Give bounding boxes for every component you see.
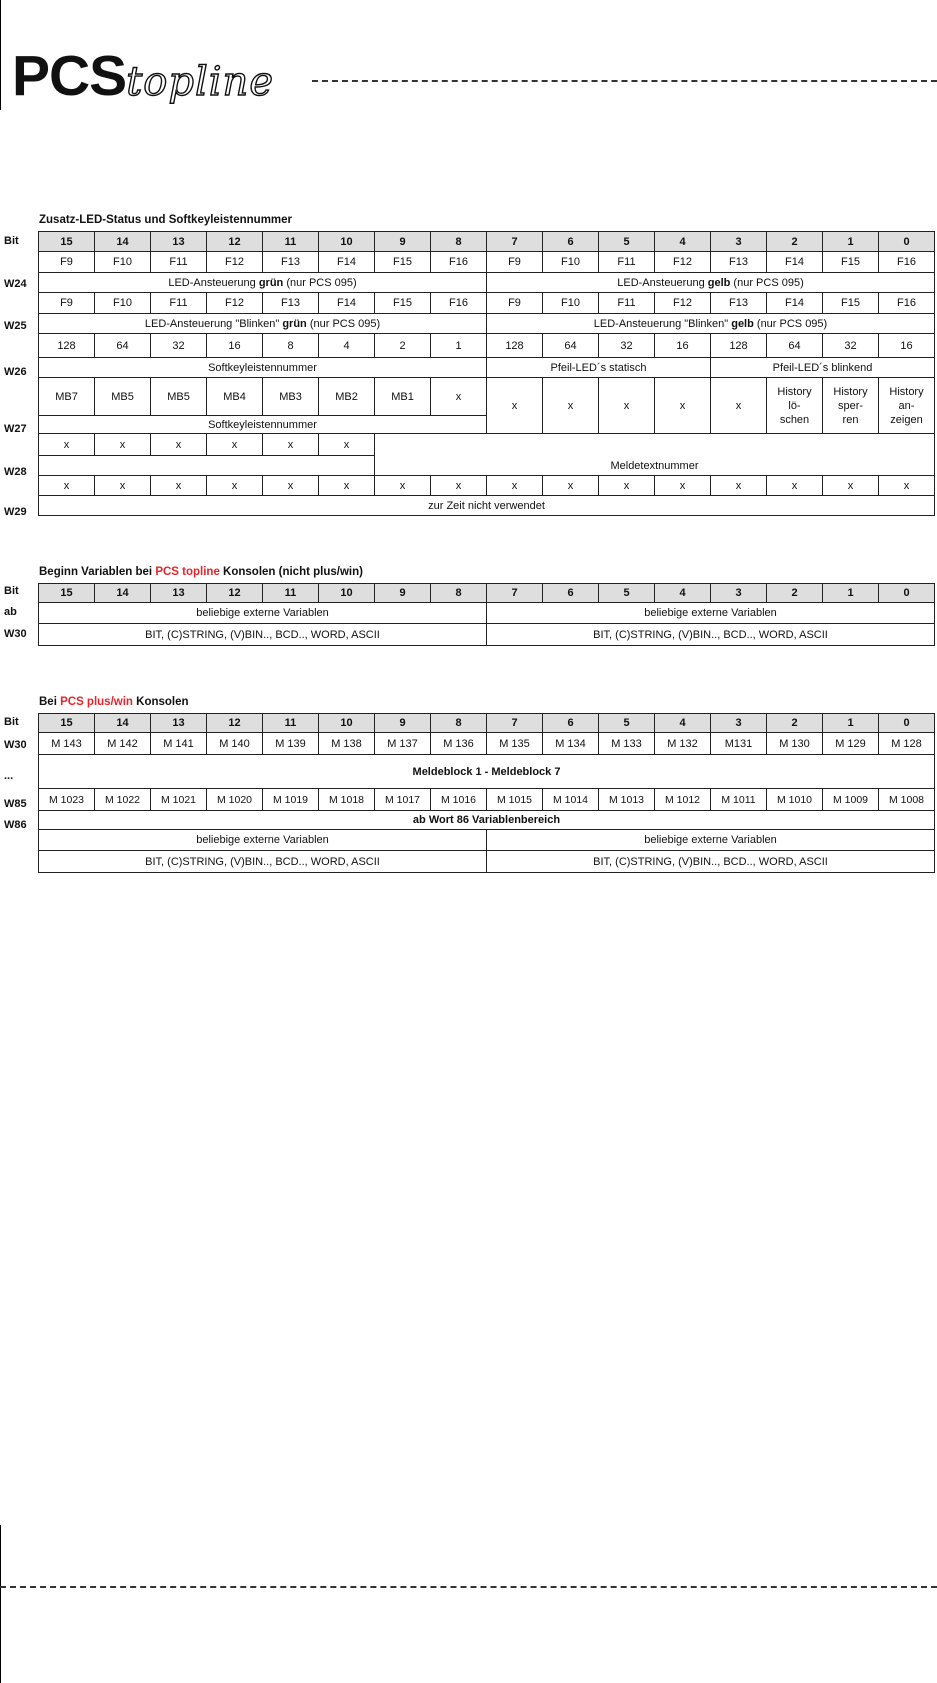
bit-header-cell: 13 [151, 584, 207, 603]
history-cell [767, 378, 823, 434]
value-cell: x [487, 476, 543, 496]
value-cell: 32 [151, 334, 207, 358]
value-cell: F11 [151, 252, 207, 273]
value-cell: M 133 [599, 733, 655, 755]
bit-header-cell: 7 [487, 714, 543, 733]
w30-marker-row [39, 733, 935, 755]
bit-header-cell: 2 [767, 232, 823, 252]
value-cell: x [319, 476, 375, 496]
w29-values-row [39, 476, 935, 496]
value-cell: x [431, 476, 487, 496]
value-cell: F14 [767, 293, 823, 314]
value-cell: 64 [95, 334, 151, 358]
bit-header-cell: 0 [879, 232, 935, 252]
value-cell: 2 [375, 334, 431, 358]
value-cell: x [95, 476, 151, 496]
value-cell: M131 [711, 733, 767, 755]
value-cell: F15 [375, 252, 431, 273]
value-cell: x [543, 378, 599, 434]
value-cell: F15 [823, 293, 879, 314]
value-cell: F10 [543, 252, 599, 273]
value-cell: 128 [711, 334, 767, 358]
value-cell: F9 [39, 252, 95, 273]
value-cell: 32 [823, 334, 879, 358]
value-cell: M 137 [375, 733, 431, 755]
value-cell: 16 [207, 334, 263, 358]
value-cell: F12 [655, 293, 711, 314]
row-label-w24: W24 [4, 278, 27, 290]
value-cell: MB5 [95, 378, 151, 416]
bit-header-cell: 4 [655, 232, 711, 252]
bit-header-cell: 13 [151, 232, 207, 252]
value-cell: F14 [767, 252, 823, 273]
value-cell: MB2 [319, 378, 375, 416]
bit-header-cell: 0 [879, 584, 935, 603]
bit-header-cell: 14 [95, 584, 151, 603]
history-line: History [833, 385, 868, 398]
row-label-w30-3: W30 [4, 739, 27, 751]
history-line: schen [779, 413, 810, 426]
variables-pluswin-table [38, 713, 935, 873]
history-line: History [889, 385, 924, 398]
w27-softkey-desc: Softkeyleistennummer [39, 416, 487, 434]
value-cell: M 1012 [655, 789, 711, 811]
value-cell: M 143 [39, 733, 95, 755]
history-cell [879, 378, 935, 434]
w26-values-row [39, 334, 935, 358]
value-cell: 16 [655, 334, 711, 358]
w29-desc-row [39, 496, 935, 516]
bit-header-cell: 14 [95, 714, 151, 733]
value-cell: M 1014 [543, 789, 599, 811]
bit-header-cell: 9 [375, 714, 431, 733]
value-cell: x [375, 476, 431, 496]
value-cell: MB7 [39, 378, 95, 416]
value-cell: x [207, 434, 263, 456]
history-line: lö- [788, 399, 801, 412]
value-cell: M 142 [95, 733, 151, 755]
value-cell: x [207, 476, 263, 496]
w25-keys-row [39, 293, 935, 314]
value-cell: M 1013 [599, 789, 655, 811]
value-cell: x [767, 476, 823, 496]
value-cell: M 1009 [823, 789, 879, 811]
value-cell: F12 [207, 252, 263, 273]
types-right: BIT, (C)STRING, (V)BIN.., BCD.., WORD, ASCII [487, 851, 935, 873]
value-cell: F14 [319, 293, 375, 314]
value-cell: M 139 [263, 733, 319, 755]
value-cell: F11 [599, 252, 655, 273]
ab-row [39, 603, 935, 624]
value-cell: x [655, 476, 711, 496]
ab-left: beliebige externe Variablen [39, 603, 487, 624]
bit-header-row-2 [39, 584, 935, 603]
meldeblock-row [39, 755, 935, 789]
bit-header-cell: 6 [543, 232, 599, 252]
w86-variable-area: ab Wort 86 Variablenbereich [39, 811, 935, 830]
bit-header-cell: 3 [711, 714, 767, 733]
value-cell: F13 [711, 252, 767, 273]
bit-header-cell: 7 [487, 584, 543, 603]
value-cell: MB3 [263, 378, 319, 416]
value-cell: F9 [487, 252, 543, 273]
value-cell: F10 [543, 293, 599, 314]
row-label-w29: W29 [4, 506, 27, 518]
value-cell: M 129 [823, 733, 879, 755]
w25-green-desc: LED-Ansteuerung "Blinken" grün (nur PCS 095) [39, 314, 487, 334]
w86-row [39, 811, 935, 830]
value-cell: x [151, 476, 207, 496]
bit-header-cell: 8 [431, 714, 487, 733]
w25-desc-row [39, 314, 935, 334]
logo-sub-text: topline [126, 59, 274, 105]
value-cell: M 1011 [711, 789, 767, 811]
bit-header-cell: 9 [375, 232, 431, 252]
value-cell: F10 [95, 293, 151, 314]
value-cell: 8 [263, 334, 319, 358]
value-cell: M 1015 [487, 789, 543, 811]
w85-marker-row [39, 789, 935, 811]
bit-header-cell: 11 [263, 232, 319, 252]
value-cell: F9 [487, 293, 543, 314]
bit-header-cell: 10 [319, 584, 375, 603]
section2-title: Beginn Variablen bei PCS topline Konsolen (nicht plus/win) [39, 566, 363, 578]
value-cell: F15 [823, 252, 879, 273]
bit-header-cell: 6 [543, 714, 599, 733]
bit-header-cell: 3 [711, 232, 767, 252]
value-cell: x [151, 434, 207, 456]
bit-header-cell: 9 [375, 584, 431, 603]
variables-topline-table [38, 583, 935, 646]
bit-header-cell: 5 [599, 714, 655, 733]
w28-message-number: Meldetextnummer [375, 434, 935, 476]
types-row [39, 851, 935, 873]
value-cell: 128 [487, 334, 543, 358]
value-cell: 4 [319, 334, 375, 358]
w26-arrow-static-desc: Pfeil-LED´s statisch [487, 358, 711, 378]
ab-right: beliebige externe Variablen [487, 603, 935, 624]
value-cell: F10 [95, 252, 151, 273]
value-cell: x [711, 476, 767, 496]
value-cell: F14 [319, 252, 375, 273]
header-dashed-line [312, 80, 937, 82]
bit-header-cell: 11 [263, 714, 319, 733]
row-label-w86: W86 [4, 819, 27, 831]
row-label-w27: W27 [4, 423, 27, 435]
value-cell: MB4 [207, 378, 263, 416]
history-line: History [777, 385, 812, 398]
types-left: BIT, (C)STRING, (V)BIN.., BCD.., WORD, ASCII [39, 851, 487, 873]
w28-empty [39, 456, 375, 476]
w26-arrow-blink-desc: Pfeil-LED´s blinkend [711, 358, 935, 378]
bit-header-cell: 7 [487, 232, 543, 252]
value-cell: M 140 [207, 733, 263, 755]
value-cell: F11 [599, 293, 655, 314]
value-cell: M 138 [319, 733, 375, 755]
row-label-bit-2: Bit [4, 585, 19, 597]
w24-green-desc: LED-Ansteuerung grün (nur PCS 095) [39, 273, 487, 293]
margin-rule-bottom [0, 1525, 1, 1683]
w30-types-right: BIT, (C)STRING, (V)BIN.., BCD.., WORD, ASCII [487, 624, 935, 646]
value-cell: x [263, 434, 319, 456]
value-cell: x [319, 434, 375, 456]
footer-dashed-line [0, 1586, 937, 1588]
value-cell: x [599, 476, 655, 496]
meldeblock-range: Meldeblock 1 - Meldeblock 7 [39, 755, 935, 789]
value-cell: x [95, 434, 151, 456]
bit-header-cell: 4 [655, 714, 711, 733]
value-cell: F13 [263, 293, 319, 314]
w24-yellow-desc: LED-Ansteuerung gelb (nur PCS 095) [487, 273, 935, 293]
bit-header-cell: 2 [767, 584, 823, 603]
row-label-w28: W28 [4, 466, 27, 478]
value-cell: 128 [39, 334, 95, 358]
bit-header-cell: 14 [95, 232, 151, 252]
value-cell: F16 [431, 252, 487, 273]
value-cell: M 134 [543, 733, 599, 755]
row-label-w30-2: W30 [4, 628, 27, 640]
value-cell: F11 [151, 293, 207, 314]
w27-values-row [39, 378, 935, 416]
section1-title: Zusatz-LED-Status und Softkeyleistennummer [39, 214, 293, 226]
value-cell: M 1021 [151, 789, 207, 811]
w24-keys-row [39, 252, 935, 273]
value-cell: x [39, 476, 95, 496]
row-label-ab: ab [4, 606, 17, 618]
value-cell: F9 [39, 293, 95, 314]
value-cell: x [263, 476, 319, 496]
row-label-w85: W85 [4, 798, 27, 810]
history-line: ren [842, 413, 859, 426]
value-cell: x [599, 378, 655, 434]
value-cell: F16 [431, 293, 487, 314]
bit-header-cell: 15 [39, 232, 95, 252]
value-cell: M 1017 [375, 789, 431, 811]
bit-header-cell: 15 [39, 584, 95, 603]
ext-vars-left: beliebige externe Variablen [39, 830, 487, 851]
bit-header-cell: 10 [319, 714, 375, 733]
bit-header-cell: 1 [823, 714, 879, 733]
bit-header-cell: 2 [767, 714, 823, 733]
bit-header-cell: 1 [823, 584, 879, 603]
value-cell: 16 [879, 334, 935, 358]
value-cell: M 135 [487, 733, 543, 755]
value-cell: x [655, 378, 711, 434]
value-cell: x [823, 476, 879, 496]
w29-desc: zur Zeit nicht verwendet [39, 496, 935, 516]
bit-header-row-3 [39, 714, 935, 733]
value-cell: F12 [207, 293, 263, 314]
bit-header-cell: 0 [879, 714, 935, 733]
history-line: zeigen [890, 413, 923, 426]
value-cell: F16 [879, 252, 935, 273]
bit-header-cell: 8 [431, 232, 487, 252]
value-cell: x [431, 378, 487, 416]
value-cell: M 1019 [263, 789, 319, 811]
w30-types-left: BIT, (C)STRING, (V)BIN.., BCD.., WORD, ASCII [39, 624, 487, 646]
ext-vars-right: beliebige externe Variablen [487, 830, 935, 851]
section3-title: Bei PCS plus/win Konsolen [39, 696, 189, 708]
w25-yellow-desc: LED-Ansteuerung "Blinken" gelb (nur PCS 095) [487, 314, 935, 334]
bit-header-cell: 4 [655, 584, 711, 603]
history-line: sper- [837, 399, 864, 412]
row-label-bit-3: Bit [4, 716, 19, 728]
bit-header-cell: 12 [207, 232, 263, 252]
value-cell: x [487, 378, 543, 434]
w26-softkey-desc: Softkeyleistennummer [39, 358, 487, 378]
value-cell: M 1016 [431, 789, 487, 811]
ext-vars-row [39, 830, 935, 851]
value-cell: x [879, 476, 935, 496]
pcs-topline-logo [12, 44, 274, 108]
value-cell: x [711, 378, 767, 434]
bit-header-cell: 10 [319, 232, 375, 252]
value-cell: M 141 [151, 733, 207, 755]
bit-header-cell: 8 [431, 584, 487, 603]
value-cell: M 136 [431, 733, 487, 755]
bit-header-cell: 13 [151, 714, 207, 733]
value-cell: MB5 [151, 378, 207, 416]
value-cell: M 132 [655, 733, 711, 755]
value-cell: M 1022 [95, 789, 151, 811]
w28-values-row [39, 434, 935, 456]
value-cell: F15 [375, 293, 431, 314]
value-cell: 32 [599, 334, 655, 358]
led-status-table [38, 231, 935, 516]
value-cell: M 1010 [767, 789, 823, 811]
bit-header-row [39, 232, 935, 252]
bit-header-cell: 12 [207, 584, 263, 603]
margin-rule-top [0, 0, 1, 110]
history-line: an- [898, 399, 915, 412]
value-cell: 1 [431, 334, 487, 358]
w26-desc-row [39, 358, 935, 378]
w24-desc-row [39, 273, 935, 293]
bit-header-cell: 1 [823, 232, 879, 252]
value-cell: MB1 [375, 378, 431, 416]
logo-main-text: PCS [12, 44, 127, 108]
bit-header-cell: 11 [263, 584, 319, 603]
bit-header-cell: 3 [711, 584, 767, 603]
bit-header-cell: 15 [39, 714, 95, 733]
bit-header-cell: 6 [543, 584, 599, 603]
row-label-w26: W26 [4, 366, 27, 378]
value-cell: x [543, 476, 599, 496]
value-cell: 64 [767, 334, 823, 358]
value-cell: M 1023 [39, 789, 95, 811]
bit-header-cell: 12 [207, 714, 263, 733]
bit-header-cell: 5 [599, 584, 655, 603]
row-label-w25: W25 [4, 320, 27, 332]
history-cell [823, 378, 879, 434]
value-cell: M 128 [879, 733, 935, 755]
value-cell: F12 [655, 252, 711, 273]
value-cell: M 1020 [207, 789, 263, 811]
value-cell: x [39, 434, 95, 456]
value-cell: 64 [543, 334, 599, 358]
row-label-dots: ... [4, 770, 14, 782]
row-label-bit: Bit [4, 235, 19, 247]
value-cell: M 130 [767, 733, 823, 755]
w30-types-row [39, 624, 935, 646]
value-cell: M 1008 [879, 789, 935, 811]
value-cell: M 1018 [319, 789, 375, 811]
value-cell: F13 [263, 252, 319, 273]
value-cell: F16 [879, 293, 935, 314]
bit-header-cell: 5 [599, 232, 655, 252]
value-cell: F13 [711, 293, 767, 314]
